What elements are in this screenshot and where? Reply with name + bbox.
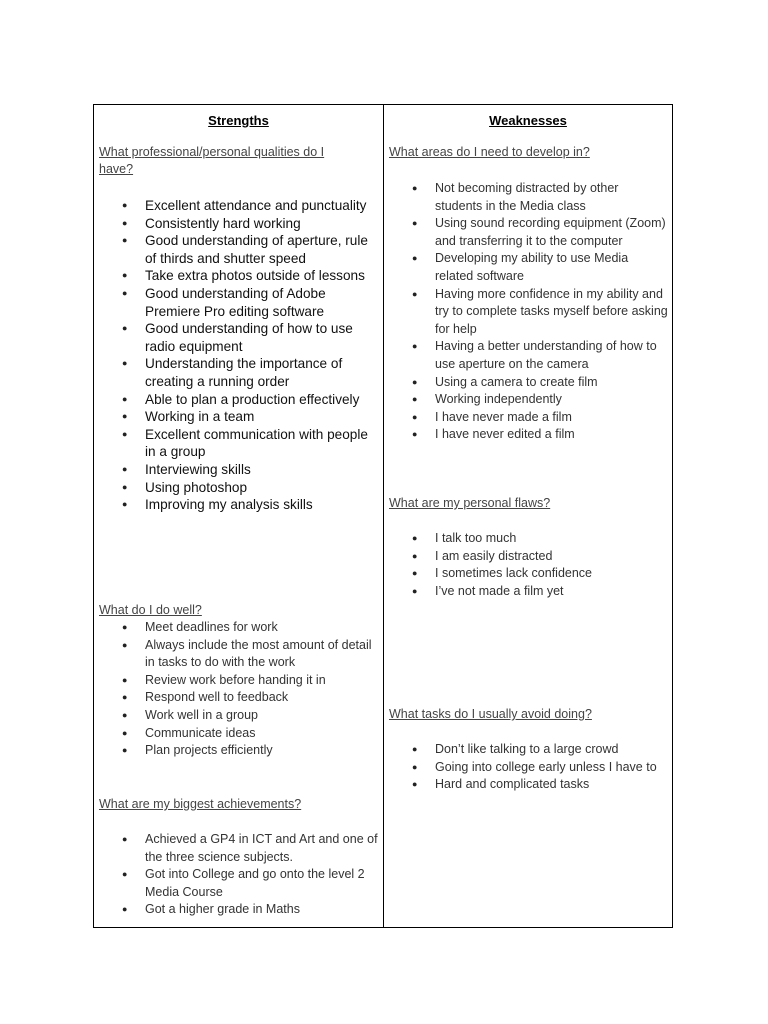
list-item: ● Understanding the importance of creating a running order — [99, 355, 379, 390]
list-item: ● Don’t like talking to a large crowd — [389, 741, 668, 759]
list-item: ● Interviewing skills — [99, 461, 379, 479]
list-item: ● Got into College and go onto the level 2 Media Course — [99, 866, 379, 901]
list-item: ● Respond well to feedback — [99, 689, 379, 707]
list-item: ● Having a better understanding of how to use aperture on the camera — [389, 338, 668, 373]
list-item: ● Review work before handing it in — [99, 672, 379, 690]
list-item: ● Meet deadlines for work — [99, 619, 379, 637]
flaws-list — [389, 530, 668, 600]
list-item: ● Always include the most amount of detail in tasks to do with the work — [99, 637, 379, 672]
list-item: ● Working independently — [389, 391, 668, 409]
list-item: ● Take extra photos outside of lessons — [99, 267, 379, 285]
list-item: ● Working in a team — [99, 408, 379, 426]
do-well-list — [99, 619, 379, 760]
weaknesses-title: Weaknesses — [489, 113, 567, 128]
list-item: ● Excellent communication with people in a group — [99, 426, 379, 461]
list-item: ● Using a camera to create film — [389, 374, 668, 392]
swot-table — [93, 104, 673, 928]
list-item: ● Able to plan a production effectively — [99, 391, 379, 409]
list-item: ● Good understanding of how to use radio equipment — [99, 320, 379, 355]
section-heading: What areas do I need to develop in? — [389, 145, 590, 159]
list-item: ● I’ve not made a film yet — [389, 583, 668, 601]
qualities-list — [99, 197, 379, 514]
list-item: ● I sometimes lack confidence — [389, 565, 668, 583]
list-item: ● I am easily distracted — [389, 548, 668, 566]
section-heading: What tasks do I usually avoid doing? — [389, 707, 592, 721]
list-item: ● Consistently hard working — [99, 215, 379, 233]
list-item: ● Using photoshop — [99, 479, 379, 497]
list-item: ● Using sound recording equipment (Zoom) and transferring it to the computer — [389, 215, 668, 250]
list-item: ● Good understanding of aperture, rule of thirds and shutter speed — [99, 232, 379, 267]
list-item: ● Good understanding of Adobe Premiere Pro editing software — [99, 285, 379, 320]
achievements-section — [99, 796, 379, 919]
list-item: ● Excellent attendance and punctuality — [99, 197, 379, 215]
list-item: ● I talk too much — [389, 530, 668, 548]
strengths-title: Strengths — [208, 113, 269, 128]
avoid-section — [389, 706, 668, 794]
list-item: ● Going into college early unless I have to — [389, 759, 668, 777]
list-item: ● Improving my analysis skills — [99, 496, 379, 514]
list-item: ● Hard and complicated tasks — [389, 776, 668, 794]
strengths-column — [94, 105, 384, 927]
avoid-list — [389, 741, 668, 794]
list-item: ● Got a higher grade in Maths — [99, 901, 379, 919]
list-item: ● Communicate ideas — [99, 725, 379, 743]
do-well-section — [99, 602, 379, 760]
develop-list — [389, 180, 668, 444]
qualities-section — [99, 144, 379, 514]
list-item: ● Work well in a group — [99, 707, 379, 725]
weaknesses-column — [384, 105, 672, 927]
achievements-list — [99, 831, 379, 919]
list-item: ● Not becoming distracted by other students in the Media class — [389, 180, 668, 215]
develop-section — [389, 144, 668, 444]
section-heading: What are my personal flaws? — [389, 496, 551, 510]
list-item: ● Plan projects efficiently — [99, 742, 379, 760]
list-item: ● Developing my ability to use Media related software — [389, 250, 668, 285]
list-item: ● Having more confidence in my ability and try to complete tasks myself before asking for help — [389, 286, 668, 339]
list-item: ● Achieved a GP4 in ICT and Art and one of the three science subjects. — [99, 831, 379, 866]
section-heading: What professional/personal qualities do I have? — [99, 145, 325, 176]
list-item: ● I have never made a film — [389, 409, 668, 427]
flaws-section — [389, 495, 668, 600]
section-heading: What are my biggest achievements? — [99, 797, 302, 811]
section-heading: What do I do well? — [99, 603, 202, 617]
list-item: ● I have never edited a film — [389, 426, 668, 444]
